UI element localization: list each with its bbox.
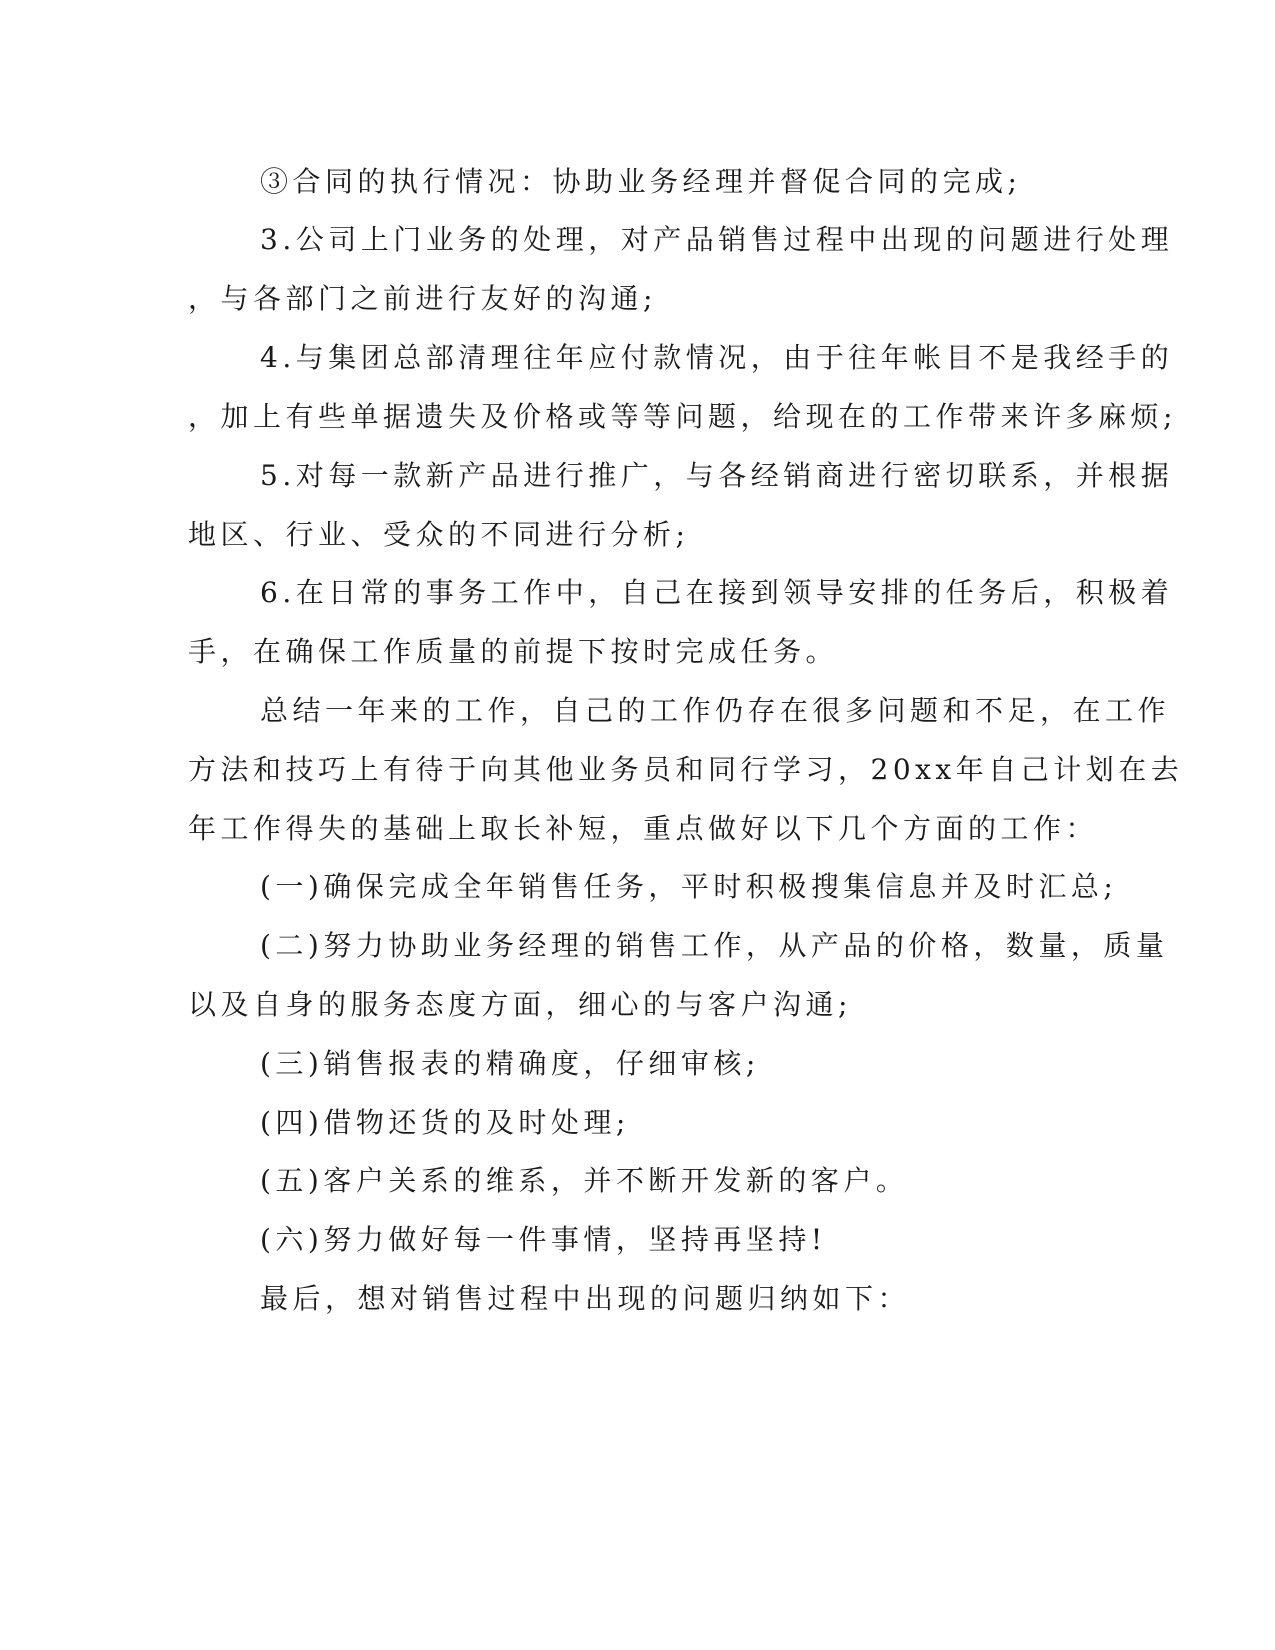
text-line: 年工作得失的基础上取长补短，重点做好以下几个方面的工作： xyxy=(188,812,1099,845)
text-line: 4.与集团总部清理往年应付款情况，由于往年帐目不是我经手的 xyxy=(260,341,1174,374)
text-line: 以及自身的服务态度方面，细心的与客户沟通; xyxy=(188,988,852,1021)
text-line: 地区、行业、受众的不同进行分析; xyxy=(188,518,690,551)
text-line: 手，在确保工作质量的前提下按时完成任务。 xyxy=(188,635,839,668)
text-line: (一)确保完成全年销售任务，平时积极搜集信息并及时汇总; xyxy=(260,870,1118,903)
text-line: ，与各部门之前进行友好的沟通; xyxy=(188,282,657,315)
text-line: 5.对每一款新产品进行推广，与各经销商进行密切联系，并根据 xyxy=(260,459,1174,492)
text-line: 最后，想对销售过程中出现的问题归纳如下： xyxy=(260,1282,911,1315)
text-line: 方法和技巧上有待于向其他业务员和同行学习，20xx年自己计划在去 xyxy=(188,753,1184,786)
text-line: (五)客户关系的维系，并不断开发新的客户。 xyxy=(260,1164,909,1197)
text-line: ③合同的执行情况：协助业务经理并督促合同的完成; xyxy=(260,165,1022,198)
text-line: (四)借物还货的及时处理; xyxy=(260,1106,630,1139)
text-line: 6.在日常的事务工作中，自己在接到领导安排的任务后，积极着 xyxy=(260,576,1174,609)
text-line: 总结一年来的工作，自己的工作仍存在很多问题和不足，在工作 xyxy=(260,694,1171,727)
text-line: (二)努力协助业务经理的销售工作，从产品的价格，数量，质量 xyxy=(260,929,1169,962)
text-line: (三)销售报表的精确度，仔细审核; xyxy=(260,1047,760,1080)
text-line: (六)努力做好每一件事情，坚持再坚持! xyxy=(260,1223,827,1256)
text-line: 3.公司上门业务的处理，对产品销售过程中出现的问题进行处理 xyxy=(260,223,1174,256)
text-line: ，加上有些单据遗失及价格或等等问题，给现在的工作带来许多麻烦; xyxy=(188,400,1177,433)
